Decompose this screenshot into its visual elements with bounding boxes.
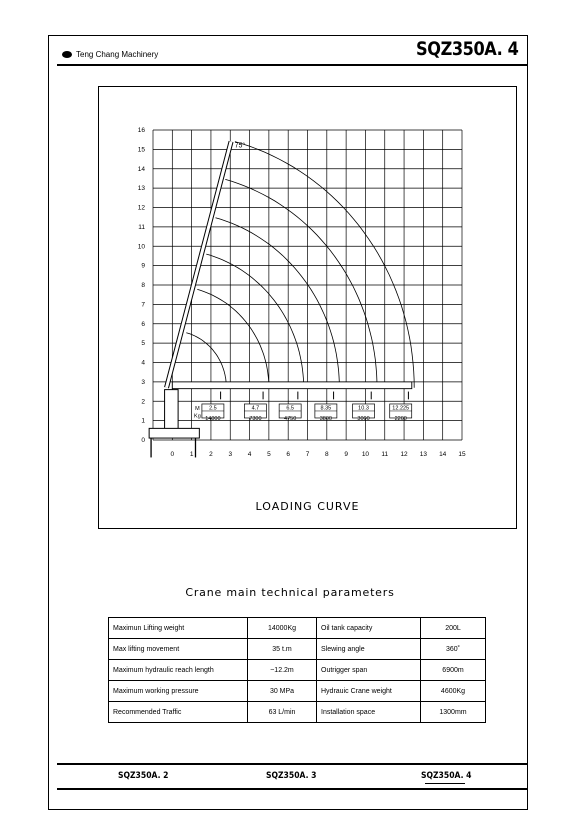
y-tick-label: 7 bbox=[141, 301, 145, 309]
x-tick-label: 11 bbox=[381, 451, 389, 458]
params-value: ~12.2m bbox=[248, 660, 317, 681]
y-tick-label: 3 bbox=[141, 378, 145, 386]
x-tick-label: 14 bbox=[439, 451, 447, 458]
load-row-label-kg: Kg bbox=[194, 413, 201, 420]
y-tick-label: 16 bbox=[137, 127, 145, 134]
load-cell-kg: 3800 bbox=[319, 416, 333, 423]
footer-rule-top bbox=[57, 763, 527, 765]
y-tick-label: 1 bbox=[141, 417, 145, 425]
params-label: Maximum working pressure bbox=[109, 681, 248, 702]
load-cell-kg: 4750 bbox=[284, 416, 297, 423]
footer-small-rule bbox=[425, 783, 465, 784]
table-row bbox=[109, 618, 486, 639]
y-tick-label: 13 bbox=[137, 185, 145, 193]
y-tick-label: 10 bbox=[137, 243, 145, 251]
params-value2: 1300mm bbox=[421, 702, 486, 723]
params-label2: Oil tank capacity bbox=[317, 618, 421, 639]
params-label2: Installation space bbox=[317, 702, 421, 723]
y-tick-label: 11 bbox=[138, 223, 145, 231]
params-value2: 360˚ bbox=[421, 639, 486, 660]
footer-model-4: SQZ350A. 4 bbox=[421, 771, 472, 781]
params-label: Recommended Traffic bbox=[109, 702, 248, 723]
y-tick-label: 14 bbox=[137, 165, 145, 173]
footer-model-3: SQZ350A. 3 bbox=[266, 771, 317, 781]
x-tick-label: 8 bbox=[325, 451, 329, 458]
boom-inner bbox=[167, 142, 232, 388]
loading-curve-chart bbox=[98, 86, 517, 529]
y-tick-label: 4 bbox=[141, 359, 145, 367]
horizontal-boom bbox=[172, 382, 411, 389]
x-tick-label: 4 bbox=[247, 451, 252, 458]
crane-column bbox=[165, 390, 179, 433]
load-row-label-m: M bbox=[195, 405, 200, 412]
crane-base bbox=[149, 428, 199, 438]
params-value: 63 L/min bbox=[248, 702, 317, 723]
y-tick-label: 8 bbox=[141, 282, 145, 289]
params-label2: Outrigger span bbox=[317, 660, 421, 681]
footer-model-2: SQZ350A. 2 bbox=[118, 771, 169, 781]
chart-title: LOADING CURVE bbox=[255, 500, 360, 513]
x-tick-label: 6 bbox=[286, 451, 290, 458]
y-tick-label: 6 bbox=[141, 320, 145, 328]
params-value: 35 t.m bbox=[248, 639, 317, 660]
brand-logo-icon bbox=[62, 51, 72, 58]
y-tick-label: 5 bbox=[141, 340, 145, 348]
brand bbox=[62, 50, 158, 59]
brand-name: Teng Chang Machinery bbox=[76, 50, 159, 59]
load-curve-arc bbox=[186, 333, 226, 388]
params-value2: 6900m bbox=[421, 660, 486, 681]
load-curve-arc bbox=[225, 179, 377, 387]
load-cell-m: 6.5 bbox=[286, 405, 294, 412]
y-tick-label: 12 bbox=[137, 204, 145, 212]
x-tick-label: 2 bbox=[209, 451, 213, 458]
x-tick-label: 10 bbox=[361, 451, 370, 458]
params-value: 14000Kg bbox=[248, 618, 317, 639]
params-title: Crane main technical parameters bbox=[185, 586, 395, 599]
table-row bbox=[109, 702, 486, 723]
load-cell-kg: 3000 bbox=[357, 416, 370, 423]
table-row bbox=[109, 639, 486, 660]
load-curve-arc bbox=[235, 142, 414, 388]
y-tick-label: 0 bbox=[141, 437, 145, 444]
y-tick-label: 9 bbox=[141, 262, 145, 270]
params-value2: 200L bbox=[421, 618, 486, 639]
params-label: Max lifting movement bbox=[109, 639, 248, 660]
load-cell-m: 4.7 bbox=[251, 405, 260, 412]
load-cell-kg: 7300 bbox=[249, 416, 262, 423]
x-tick-label: 1 bbox=[189, 451, 194, 458]
params-label: Maximum hydraulic reach length bbox=[109, 660, 248, 681]
model-title: SQZ350A. 4 bbox=[415, 38, 518, 60]
load-cell-m: 12.225 bbox=[392, 405, 410, 412]
load-cell-m: 10.3 bbox=[358, 405, 369, 412]
load-curve-arc bbox=[206, 254, 303, 388]
params-label2: Slewing angle bbox=[317, 639, 421, 660]
x-tick-label: 0 bbox=[170, 451, 175, 458]
x-tick-label: 12 bbox=[400, 451, 408, 458]
header-rule bbox=[57, 64, 527, 66]
table-row bbox=[109, 681, 486, 702]
x-tick-label: 9 bbox=[344, 451, 348, 458]
footer-rule-bottom bbox=[57, 788, 527, 790]
load-cell-m: 2.5 bbox=[209, 405, 217, 412]
params-value2: 4600Kg bbox=[421, 681, 486, 702]
y-tick-label: 15 bbox=[137, 146, 145, 154]
x-tick-label: 13 bbox=[419, 451, 427, 458]
x-tick-label: 5 bbox=[267, 451, 271, 458]
params-label: Maximun Lifting weight bbox=[109, 618, 248, 639]
y-tick-label: 2 bbox=[141, 398, 145, 406]
x-tick-label: 15 bbox=[458, 451, 466, 458]
params-value: 30 MPa bbox=[248, 681, 317, 702]
load-cell-m: 8.35 bbox=[320, 405, 332, 412]
max-angle-label: 75° bbox=[234, 142, 246, 150]
x-tick-label: 7 bbox=[305, 451, 310, 458]
table-row bbox=[109, 660, 486, 681]
x-tick-label: 3 bbox=[228, 451, 233, 458]
load-cell-kg: 2200 bbox=[394, 416, 407, 423]
params-table bbox=[108, 617, 486, 723]
params-label2: Hydrauic Crane weight bbox=[317, 681, 421, 702]
load-cell-kg: 14000 bbox=[205, 416, 221, 423]
